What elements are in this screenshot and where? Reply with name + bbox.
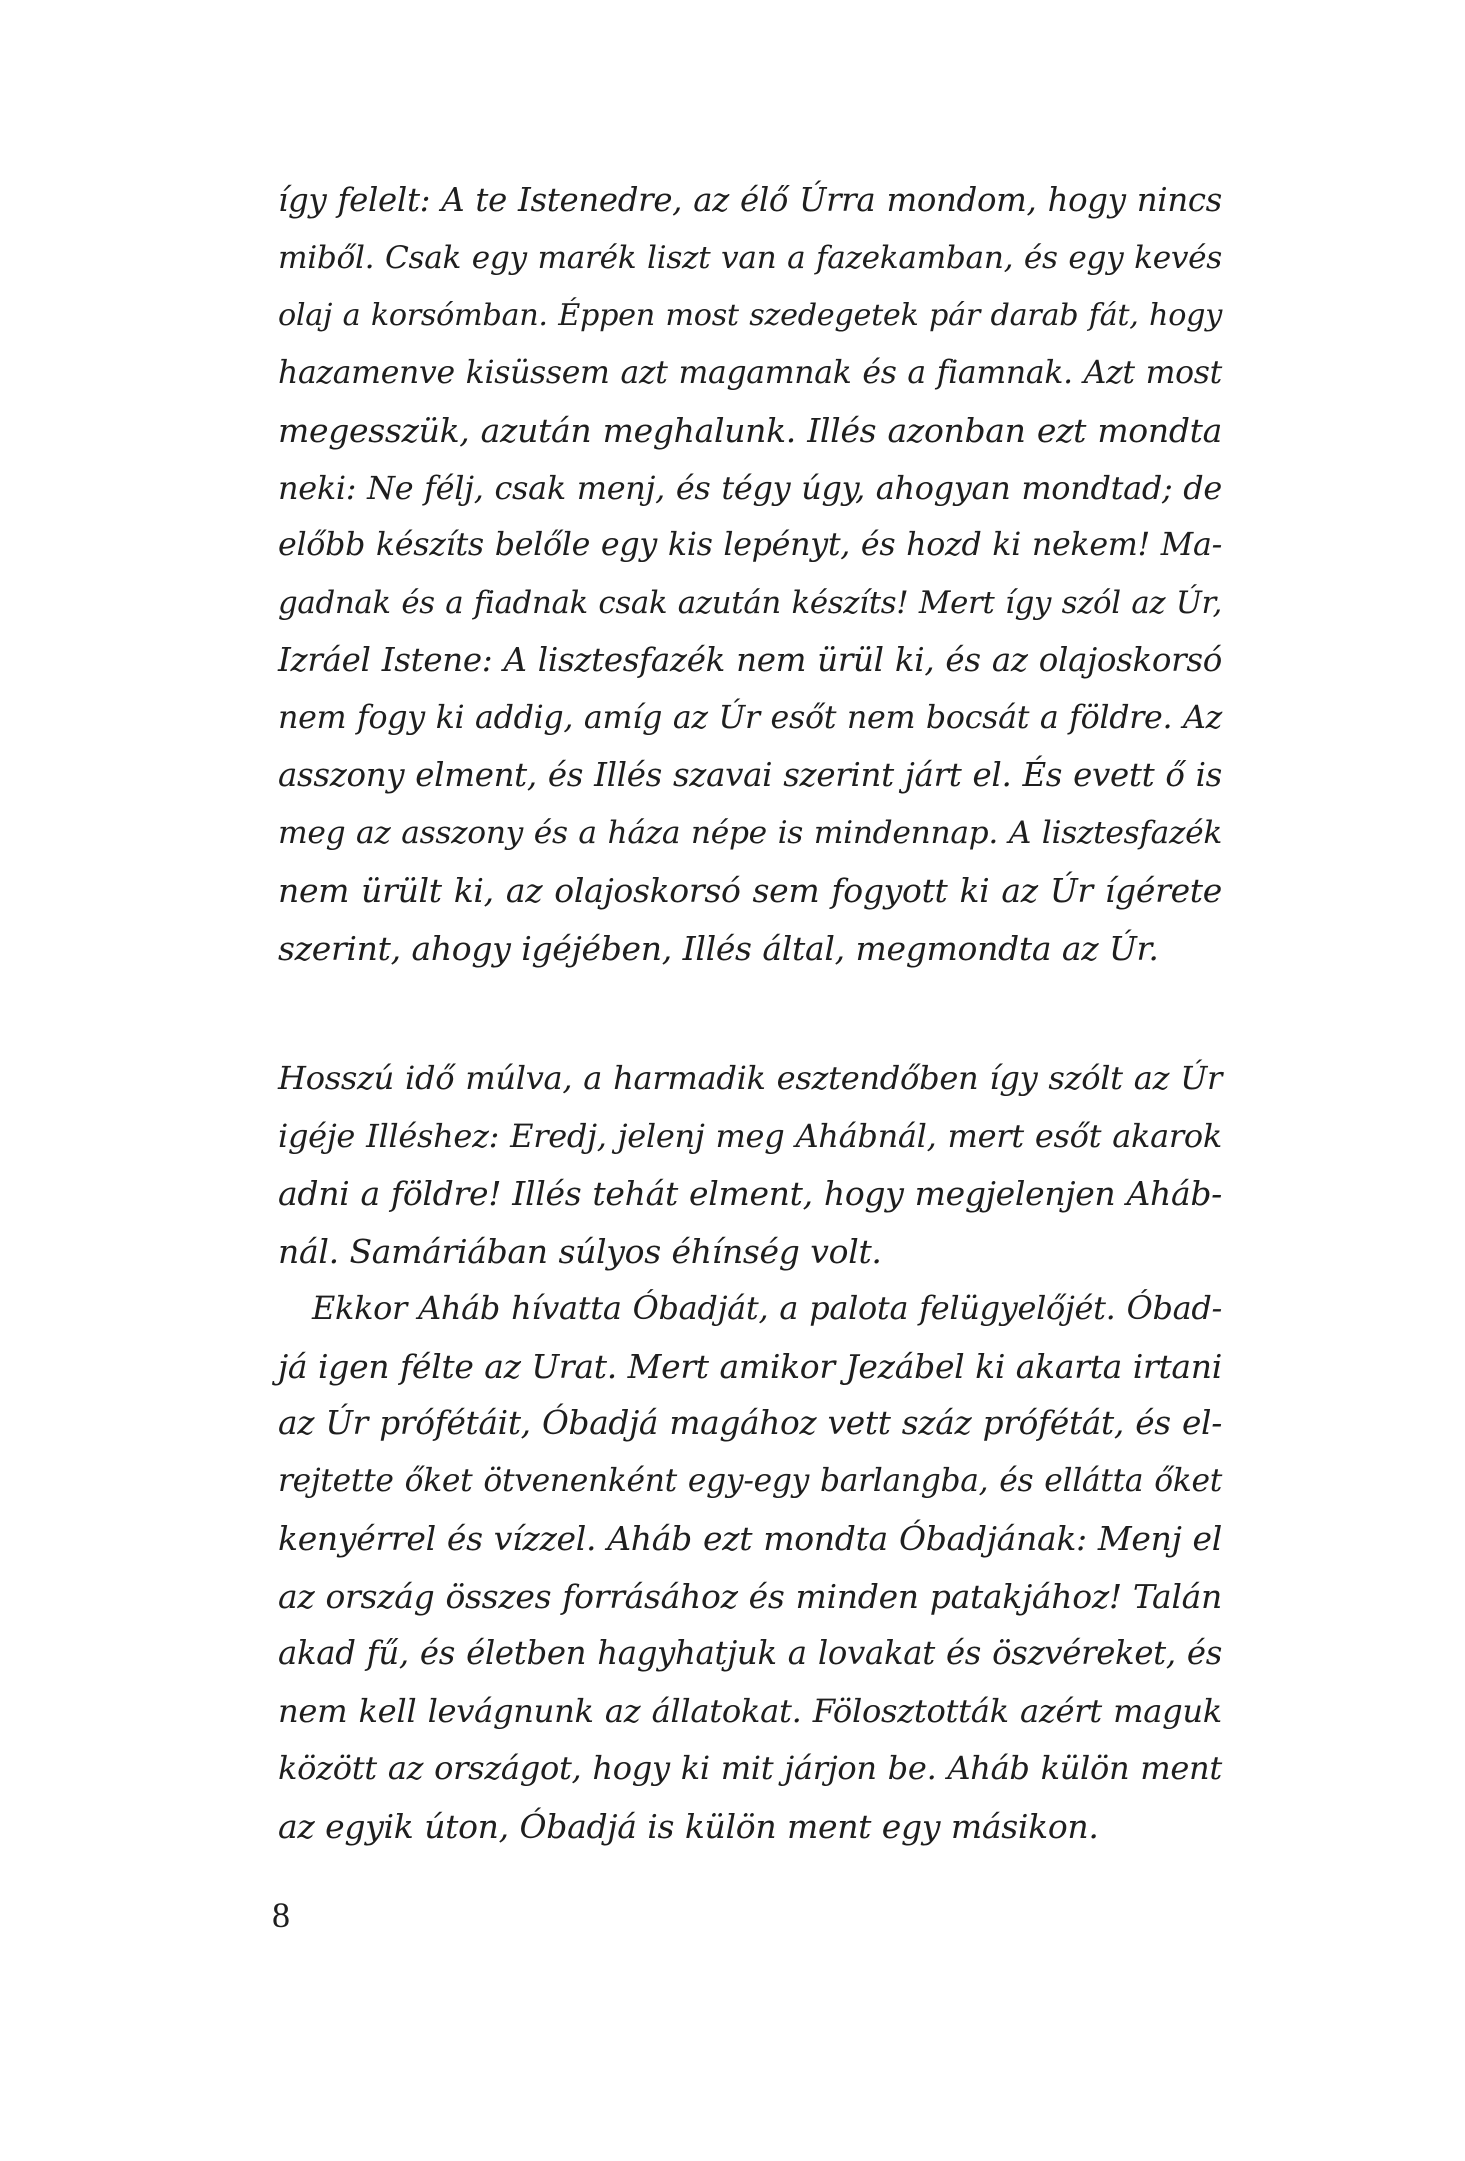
- paragraph-section-start: [278, 1050, 1222, 1280]
- text-line: kenyérrel és vízzel. Aháb ezt mondta Óbadjának: Menj el: [278, 1519, 1222, 1558]
- text-line: előbb készíts belőle egy kis lepényt, és hozd ki nekem! Ma-: [278, 527, 1222, 563]
- paragraph-indented: [278, 1280, 1222, 1855]
- section-body: [278, 1050, 1222, 1855]
- text-line: az ország összes forrásához és minden patakjához! Talán: [278, 1576, 1222, 1616]
- text-line: já igen félte az Urat. Mert amikor Jezábel ki akarta irtani: [278, 1346, 1222, 1386]
- text-line: szerint, ahogy igéjében, Illés által, megmondta az Úr.: [278, 928, 1159, 968]
- text-line: hazamenve kisüssem azt magamnak és a fiamnak. Azt most: [278, 354, 1222, 391]
- text-line: nem ürült ki, az olajoskorsó sem fogyott ki az Úr ígérete: [278, 871, 1222, 910]
- text-line: Ekkor Aháb hívatta Óbadját, a palota felügyelőjét. Óbad-: [312, 1289, 1222, 1327]
- text-line: között az országot, hogy ki mit járjon be. Aháb külön ment: [278, 1749, 1222, 1787]
- text-line: gadnak és a fiadnak csak azután készíts! Mert így szól az Úr,: [278, 584, 1222, 621]
- text-line: miből. Csak egy marék liszt van a fazekamban, és egy kevés: [278, 239, 1222, 276]
- text-line: meg az asszony és a háza népe is mindennap. A lisztesfazék: [278, 814, 1222, 851]
- paragraph-continued: [278, 172, 1222, 977]
- text-line: neki: Ne félj, csak menj, és tégy úgy, ahogyan mondtad; de: [278, 468, 1222, 507]
- text-line: rejtette őket ötvenenként egy-egy barlangba, és ellátta őket: [278, 1462, 1222, 1499]
- text-line: adni a földre! Illés tehát elment, hogy megjelenjen Aháb-: [278, 1174, 1222, 1213]
- text-line: asszony elment, és Illés szavai szerint járt el. És evett ő is: [278, 756, 1222, 794]
- text-line: Hosszú idő múlva, a harmadik esztendőben így szólt az Úr: [278, 1059, 1222, 1097]
- text-line: az egyik úton, Óbadjá is külön ment egy másikon.: [278, 1806, 1099, 1846]
- text-line: Izráel Istene: A lisztesfazék nem ürül ki, és az olajoskorsó: [278, 641, 1222, 679]
- page-number: 8: [272, 1895, 290, 1935]
- text-line: nál. Samáriában súlyos éhínség volt.: [278, 1231, 882, 1271]
- text-line: igéje Illéshez: Eredj, jelenj meg Ahábnál, mert esőt akarok: [278, 1116, 1222, 1155]
- text-line: az Úr prófétáit, Óbadjá magához vett száz prófétát, és el-: [278, 1404, 1222, 1442]
- text-line: így felelt: A te Istenedre, az élő Úrra mondom, hogy nincs: [278, 181, 1222, 219]
- text-line: nem kell levágnunk az állatokat. Fölosztották azért maguk: [278, 1691, 1222, 1730]
- text-line: akad fű, és életben hagyhatjuk a lovakat és öszvéreket, és: [278, 1634, 1222, 1672]
- text-line: nem fogy ki addig, amíg az Úr esőt nem bocsát a földre. Az: [278, 699, 1222, 736]
- text-line: olaj a korsómban. Éppen most szedegetek pár darab fát, hogy: [278, 298, 1222, 333]
- text-line: megesszük, azután meghalunk. Illés azonban ezt mondta: [278, 411, 1222, 450]
